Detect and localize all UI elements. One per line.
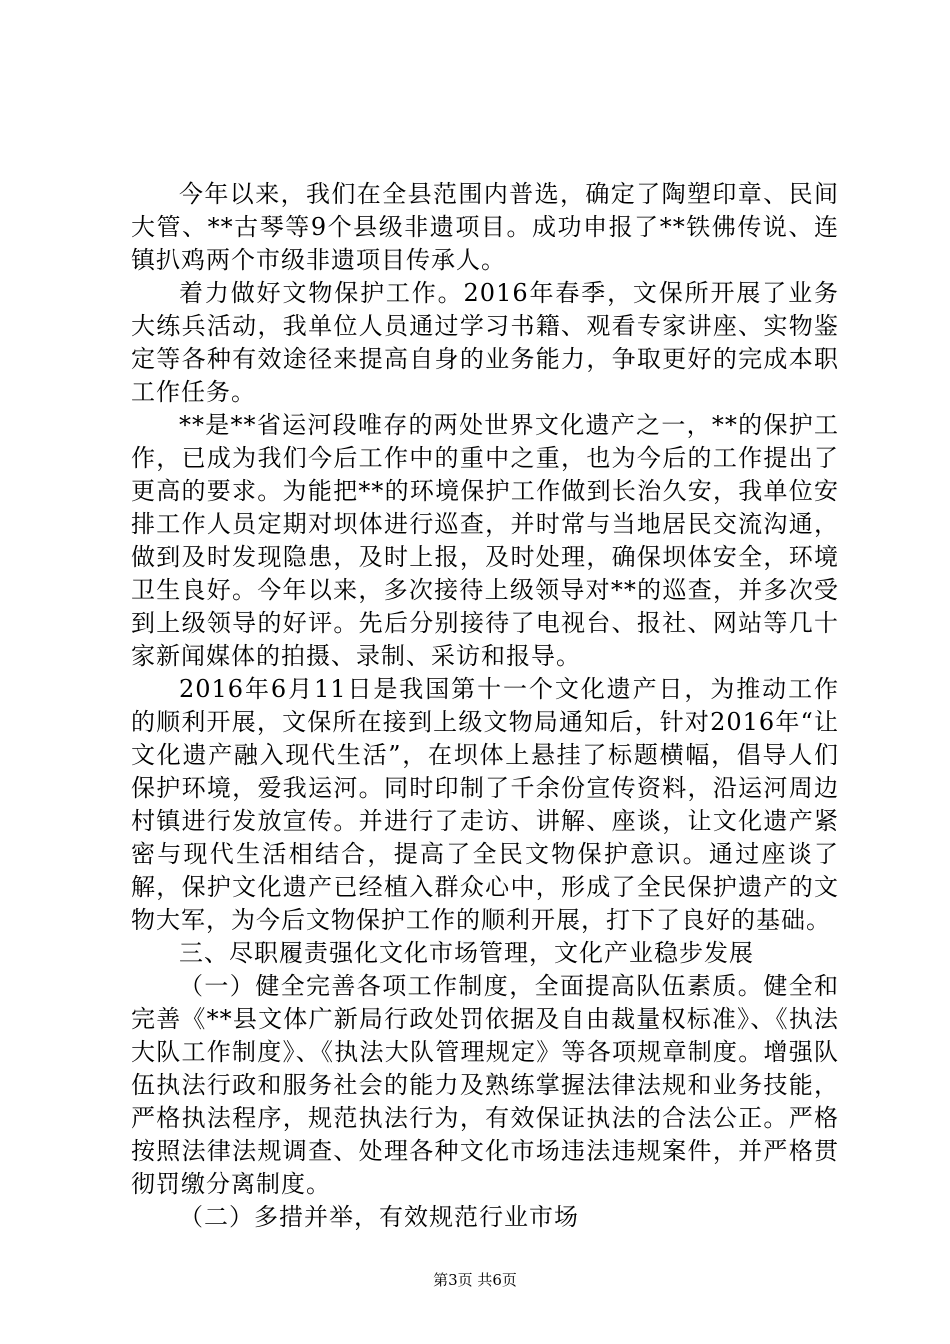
- page-number-footer: 第3页 共6页: [433, 1271, 517, 1289]
- paragraph-relic-protection: 着力做好文物保护工作。2016年春季，文保所开展了业务大练兵活动，我单位人员通过学习书籍、观看专家讲座、实物鉴定等各种有效途径来提高自身的业务能力，争取更好的完成本职工作任务。: [131, 279, 839, 406]
- paragraph-intangible-heritage: 今年以来，我们在全县范围内普选，确定了陶塑印章、民间大管、**古琴等9个县级非遗项目。成功申报了**铁佛传说、连镇扒鸡两个市级非遗项目传承人。: [131, 180, 839, 274]
- document-body: [131, 178, 839, 1234]
- subheading-industry-market: （二）多措并举，有效规范行业市场: [179, 1203, 579, 1231]
- paragraph-world-heritage: **是**省运河段唯存的两处世界文化遗产之一，**的保护工作，已成为我们今后工作中的重中之重，也为今后的工作提出了更高的要求。为能把**的环境保护工作做到长治久安，我单位安排工作人员定期对坝体进行巡查，并时常与当地居民交流沟通，做到及时发现隐患，及时上报，及时处理，确保坝体安全，环境卫生良好。今年以来，多次接待上级领导对**的巡查，并多次受到上级领导的好评。先后分别接待了电视台、报社、网站等几十家新闻媒体的拍摄、录制、采访和报导。: [131, 411, 839, 670]
- paragraph-work-systems: （一）健全完善各项工作制度，全面提高队伍素质。健全和完善《**县文体广新局行政处罚依据及自由裁量权标准》、《执法大队工作制度》、《执法大队管理规定》等各项规章制度。增强队伍执法行政和服务社会的能力及熟练掌握法律法规和业务技能，严格执法程序，规范执法行为，有效保证执法的合法公正。严格按照法律法规调查、处理各种文化市场违法违规案件，并严格贯彻罚缴分离制度。: [131, 972, 839, 1198]
- section-heading-market-management: 三、尽职履责强化文化市场管理，文化产业稳步发展: [179, 939, 754, 967]
- paragraph-heritage-day: 2016年6月11日是我国第十一个文化遗产日，为推动工作的顺利开展，文保所在接到上级文物局通知后，针对2016年“让文化遗产融入现代生活”，在坝体上悬挂了标题横幅，倡导人们保护环境，爱我运河。同时印制了千余份宣传资料，沿运河周边村镇进行发放宣传。并进行了走访、讲解、座谈，让文化遗产紧密与现代生活相结合，提高了全民文物保护意识。通过座谈了解，保护文化遗产已经植入群众心中，形成了全民保护遗产的文物大军，为今后文物保护工作的顺利开展，打下了良好的基础。: [131, 675, 839, 934]
